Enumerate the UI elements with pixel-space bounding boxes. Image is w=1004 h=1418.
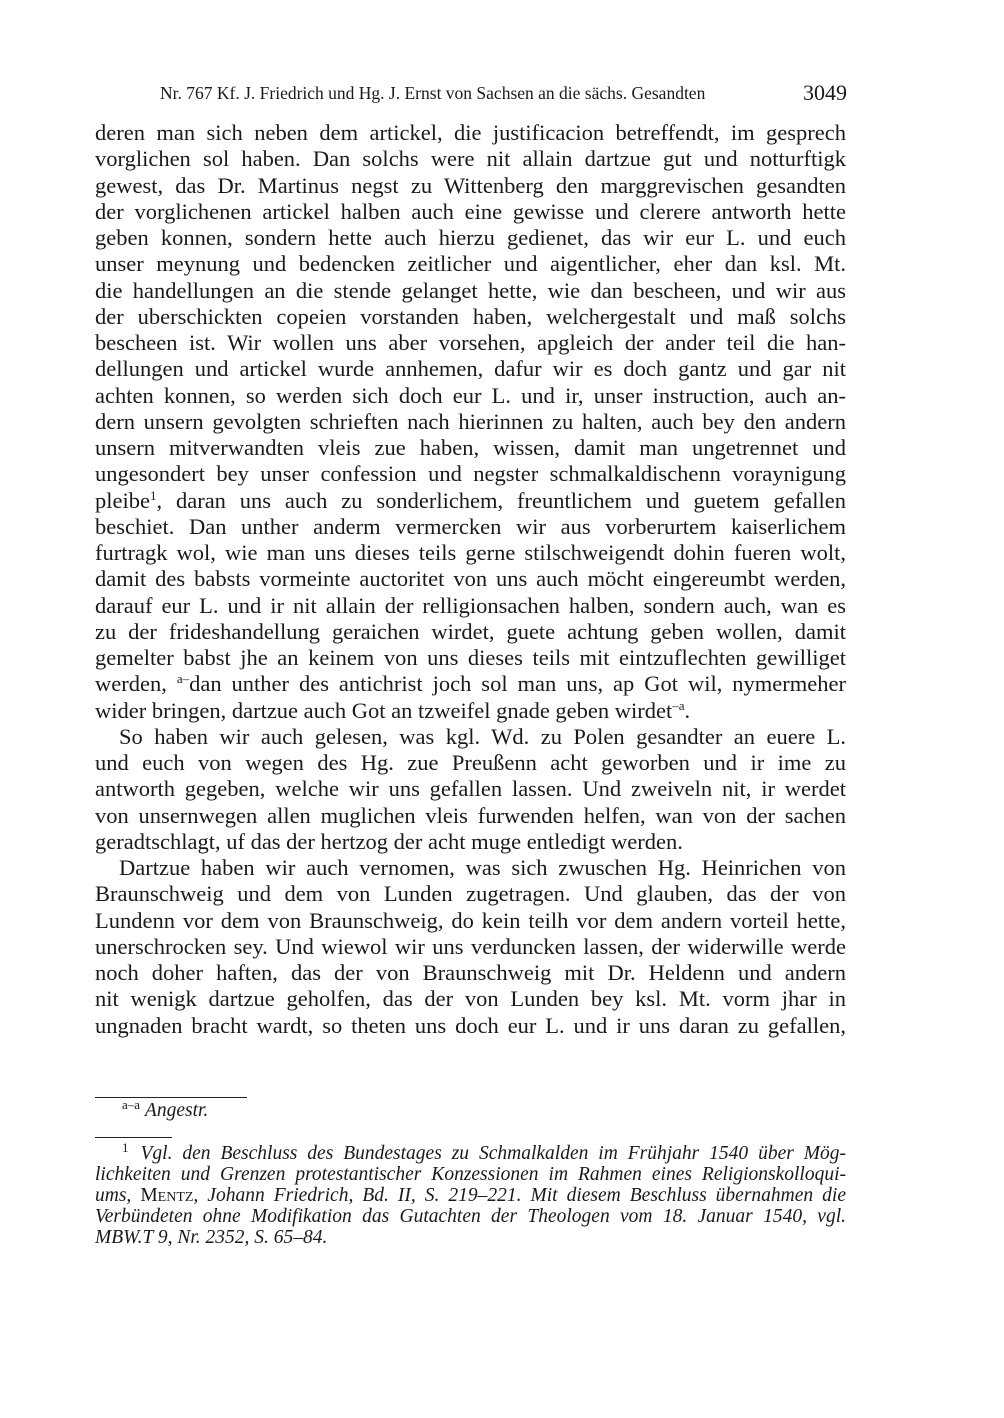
text-line <box>95 356 846 382</box>
text-segment: Dartzue haben wir auch vernomen, was sich zwuschen Hg. Heinrichen von <box>119 855 846 880</box>
text-segment: werden, <box>95 671 177 697</box>
footnote-reference: a– <box>176 671 190 687</box>
text-segment: der uberschickten copeien vorstanden haben, welchergestalt und maß solchs <box>95 303 846 329</box>
text-line <box>95 698 846 724</box>
text-segment: unser meynung und bedencken zeitlicher und aigentlicher, eher dan ksl. Mt. <box>95 251 846 277</box>
text-line <box>95 1013 846 1039</box>
text-segment: von unsernwegen allen muglichen vleis furwenden helfen, wan von der sachen <box>95 802 846 828</box>
text-line <box>95 435 846 461</box>
footnote-text: Angestr. <box>144 1100 209 1121</box>
footnote-mark: a–a <box>122 1097 141 1112</box>
text-line <box>95 461 846 487</box>
page-number: 3049 <box>803 80 847 105</box>
text-line <box>95 566 846 592</box>
text-segment: wider bringen, dartzue auch Got an tzweifel gnade geben wirdet <box>95 697 673 723</box>
text-line <box>95 173 846 199</box>
text-line <box>95 146 846 172</box>
footnote-1 <box>95 1140 846 1248</box>
footnote-textual <box>95 1097 873 1121</box>
text-segment: die handellungen an die stende gelanget hette, wie dan bescheen, und wir aus <box>95 277 846 303</box>
text-segment: beschiet. Dan unther anderm vermercken wir aus vorberurtem kaiserlichem <box>95 513 846 539</box>
text-line <box>95 776 846 802</box>
text-line <box>95 750 846 776</box>
text-segment: . <box>684 697 691 723</box>
text-line <box>95 330 846 356</box>
footnote-text: Vgl. den Beschluss des Bundestages zu Schmalkalden im Frühjahr 1540 über Mög- <box>140 1143 846 1164</box>
text-segment: deren man sich neben dem artickel, die justificacion betreffendt, im gesprech <box>95 120 846 145</box>
text-line <box>95 829 846 855</box>
text-segment: ungnaden bracht wardt, so theten uns doch eur L. und ir uns daran zu gefallen, <box>95 1012 846 1038</box>
text-line <box>95 488 846 514</box>
text-segment: nit wenigk dartzue geholfen, das der von Lunden bey ksl. Mt. vorm jhar in <box>95 986 846 1012</box>
text-line <box>95 881 846 907</box>
text-line <box>95 671 846 697</box>
text-segment: unerschrocken sey. Und wiewol wir uns verduncken lassen, der widerwille werde <box>95 933 846 959</box>
text-line <box>95 593 846 619</box>
footnote-reference: –a <box>672 697 685 713</box>
footnote-reference: 1 <box>149 487 157 503</box>
text-segment: gewest, das Dr. Martinus negst zu Wittenberg den marggrevischen gesandten <box>95 172 846 198</box>
text-segment: furtragk wol, wie man uns dieses teils gerne stilschweigendt dohin fueren wolt, <box>95 540 846 565</box>
text-segment: und euch von wegen des Hg. zue Preußenn acht geworben und ir ime zu <box>95 750 846 775</box>
running-header <box>95 80 847 106</box>
text-line <box>95 960 846 986</box>
text-line <box>95 986 846 1012</box>
text-segment: zu der frideshandellung geraichen wirdet, guete achtung geben wollen, damit <box>95 618 846 644</box>
text-line <box>95 120 846 146</box>
text-line <box>95 908 846 934</box>
text-segment: bescheen ist. Wir wollen uns aber vorsehen, apgleich der ander teil die han- <box>95 330 846 355</box>
text-line <box>95 199 846 225</box>
text-segment: dern unsern gevolgten schrieften nach hierinnen zu halten, auch bey den andern <box>95 408 846 434</box>
footnote-rule-textual <box>95 1097 247 1098</box>
text-line <box>95 645 846 671</box>
footnote-line <box>95 1206 846 1227</box>
footnote-line <box>95 1140 846 1164</box>
text-segment: darauf eur L. und ir nit allain der relligionsachen halben, sondern auch, wan es <box>95 592 846 618</box>
footnote-line <box>95 1227 846 1248</box>
footnote-text: lichkeiten und Grenzen protestantischer Konzessionen im Rahmen eines Religionskolloqui- <box>95 1164 846 1185</box>
footnote-mark: 1 <box>122 1140 129 1155</box>
text-line <box>95 724 846 750</box>
text-segment: unsern mitverwandten vleis zue haben, wissen, damit man ungetrennet und <box>95 435 846 460</box>
text-segment: achten konnen, so werden sich doch eur L. und ir, unser instruction, auch an- <box>95 382 846 408</box>
text-segment: dan unther des antichrist joch sol man uns, ap Got wil, nymermeher <box>189 671 846 697</box>
text-segment: , daran uns auch zu sonderlichem, freuntlichem und guetem gefallen <box>156 487 846 513</box>
text-segment: ungesondert bey unser confession und negster schmalkaldischenn voraynigung <box>95 461 846 487</box>
text-line <box>95 934 846 960</box>
author-name: Mentz <box>140 1185 194 1206</box>
text-segment: vorglichen sol haben. Dan solchs were nit allain dartzue gut und notturftigk <box>95 146 846 172</box>
text-line <box>95 225 846 251</box>
footnote-line <box>95 1164 846 1185</box>
footnote-text: Verbündeten ohne Modifikation das Gutachten der Theologen vom 18. Januar 1540, vgl. <box>95 1206 846 1227</box>
text-line <box>95 278 846 304</box>
text-segment: So haben wir auch gelesen, was kgl. Wd. zu Polen gesandter an euere L. <box>119 723 846 749</box>
text-line <box>95 251 846 277</box>
footnote-rule-numbered <box>95 1137 172 1138</box>
text-line <box>95 514 846 540</box>
text-segment: gemelter babst jhe an keinem von uns dieses teils mit eintzuflechten gewilliget <box>95 645 846 670</box>
text-line <box>95 383 846 409</box>
text-segment: dellungen und artickel wurde annhemen, dafur wir es doch gantz und gar nit <box>95 356 846 382</box>
text-line <box>95 855 846 881</box>
footnote-line <box>95 1185 846 1206</box>
text-line <box>95 304 846 330</box>
text-line <box>95 540 846 566</box>
text-segment: Braunschweig und dem von Lunden zugetragen. Und glauben, das der von <box>95 881 846 907</box>
text-segment: geben konnen, sondern hette auch hierzu gedienet, das wir eur L. und euch <box>95 225 846 250</box>
text-line <box>95 803 846 829</box>
footnote-text: ums, <box>95 1185 141 1206</box>
text-line <box>95 409 846 435</box>
text-segment: der vorglichenen artickel halben auch eine gewisse und clerere antworth hette <box>95 198 846 224</box>
text-segment: antworth gegeben, welche wir uns gefallen lassen. Und zweiveln nit, ir werdet <box>95 776 846 802</box>
text-line <box>95 619 846 645</box>
text-segment: geradtschlagt, uf das der hertzog der acht muge entledigt werden. <box>95 828 683 854</box>
main-text <box>95 120 846 1039</box>
footnote-text: , Johann Friedrich, Bd. II, S. 219–221. Mit diesem Beschluss übernahmen die <box>193 1185 846 1206</box>
text-segment: damit des babsts vormeinte auctoritet von uns auch möcht eingereumbt werden, <box>95 566 846 592</box>
text-segment: pleibe <box>95 487 150 513</box>
footnote-text: MBW.T 9, Nr. 2352, S. 65–84. <box>95 1227 328 1248</box>
text-segment: noch doher haften, das der von Braunschweig mit Dr. Heldenn und andern <box>95 960 846 985</box>
text-segment: Lundenn vor dem von Braunschweig, do kein teilh vor dem andern vorteil hette, <box>95 907 846 933</box>
running-header-title: Nr. 767 Kf. J. Friedrich und Hg. J. Ernst von Sachsen an die sächs. Gesandten <box>160 83 706 103</box>
